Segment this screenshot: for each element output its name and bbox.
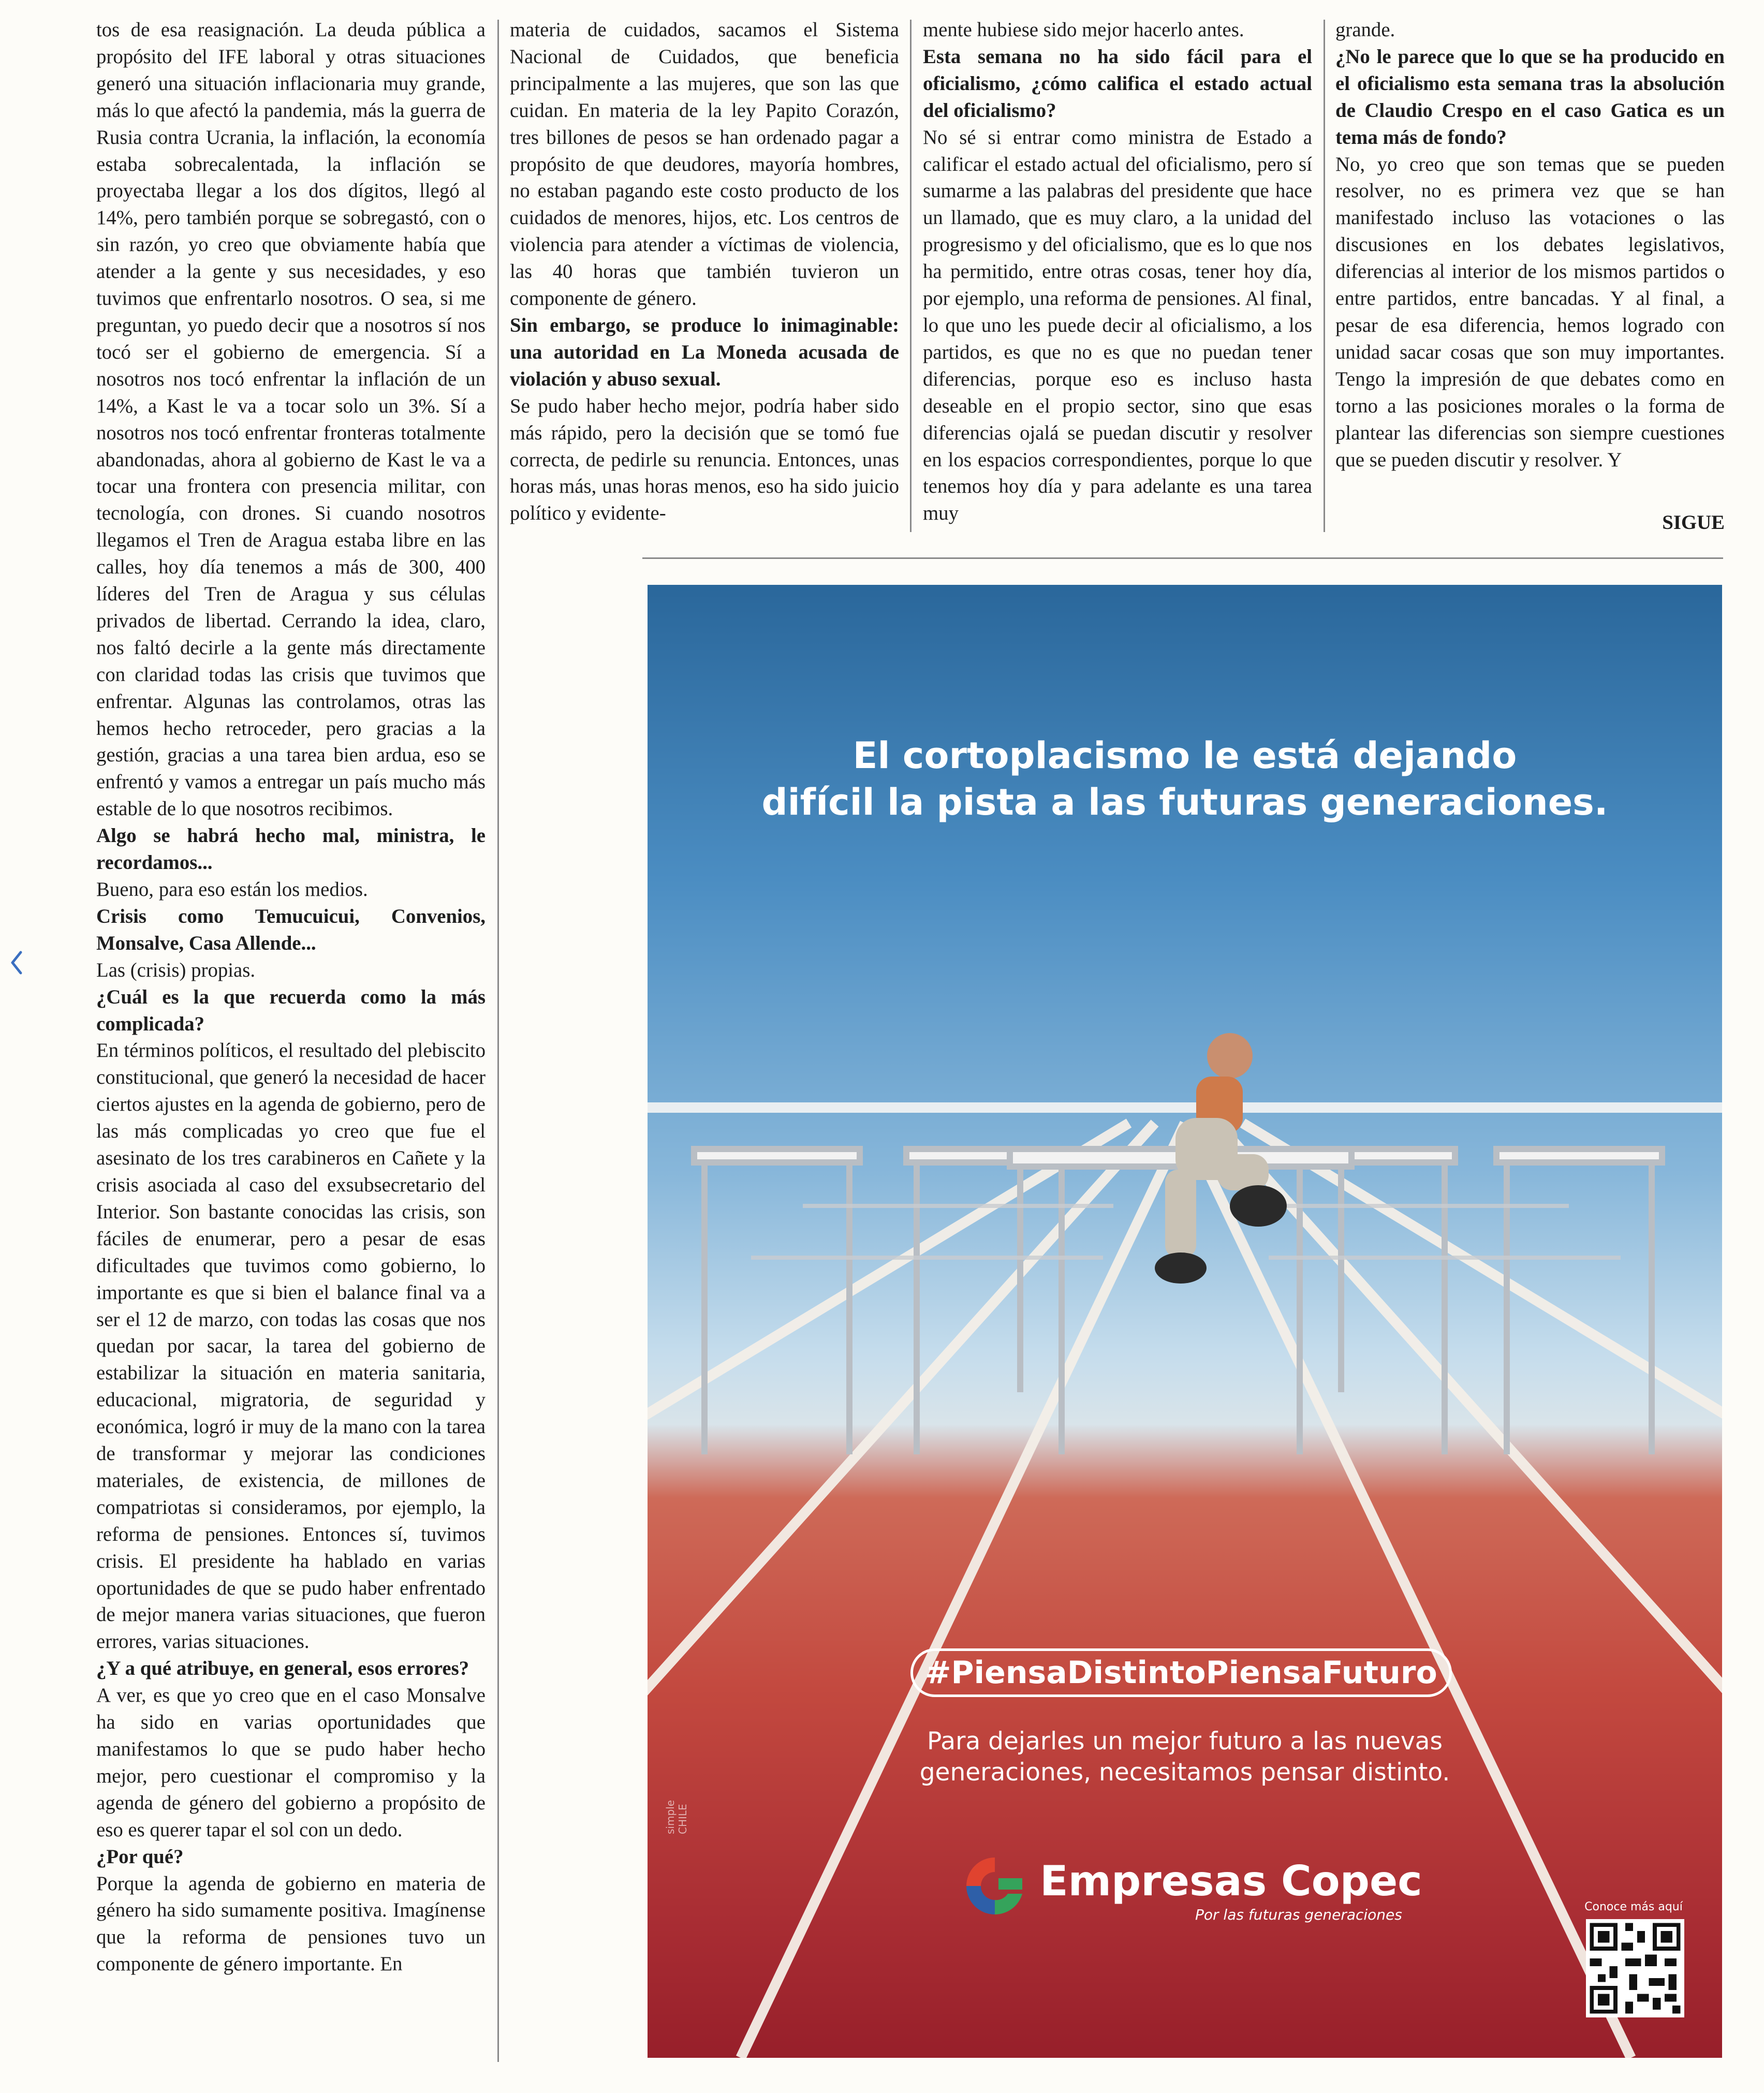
column-rule — [1324, 20, 1325, 532]
interview-answer: En términos políticos, el resultado del plebiscito constitucional, que generó la necesidad de hacer ciertos ajustes en la agenda de gobierno, pero de las más complicadas yo creo que fue el asesinato de los tres carabineros en Cañete y la crisis asociada al caso del exsubsecretario del Interior. Son bastante conocidas las crisis, son fáciles de enumerar, pero a pesar de esas dificultades que tuvimos como gobierno, lo importante es que si bien el balance final va a ser el 12 de marzo, con todas las cosas que nos quedan por sacar, la tarea del gobierno de estabilizar la situación en materia sanitaria, educacional, migratoria, de seguridad y económica, logró ir muy de la mano con la tarea de transformar y mejorar las condiciones materiales, de existencia, de millones de compatriotas si consideramos, por ejemplo, la reforma de pensiones. Entonces sí, tuvimos crisis. El presidente ha hablado en varias oportunidades de que se pudo haber enfrentado de mejor manera varias situaciones, que fueron errores, varias situaciones. — [96, 1039, 486, 1653]
interview-question: ¿No le parece que lo que se ha producido en el oficialismo esta semana tras la absolución de Claudio Crespo en el caso Gatica es un tema más de fondo? — [1335, 45, 1725, 149]
interview-question: ¿Cuál es la que recuerda como la más complicada? — [96, 985, 486, 1035]
interview-question: Algo se habrá hecho mal, ministra, le recordamos... — [96, 824, 486, 874]
ad-headline-line-2: difícil la pista a las futuras generaciones. — [761, 781, 1608, 823]
article-column-3 — [923, 17, 1312, 527]
interview-question: Esta semana no ha sido fácil para el oficialismo, ¿cómo califica el estado actual del oficialismo? — [923, 45, 1312, 122]
article-column-2 — [510, 17, 899, 527]
interview-answer: tos de esa reasignación. La deuda pública a propósito del IFE laboral y otras situaciones generó una situación inflacionaria muy grande, más lo que afectó la pandemia, más la guerra de Rusia contra Ucrania, la inflación, la economía estaba sobrecalentada, la inflación se proyectaba llegar a los dos dígitos, llegó al 14%, pero también porque se sobregastó, con o sin razón, yo creo que obviamente había que atender a la gente y sus necesidades, y eso tuvimos que enfrentarlo nosotros. O sea, si me preguntan, yo puedo decir que a nosotros sí nos tocó ser el gobierno de emergencia. Sí a nosotros nos tocó enfrentar la inflación de un 14%, a Kast le va a tocar solo un 3%. Sí a nosotros nos tocó enfrentar fronteras totalmente abandonadas, ahora al gobierno de Kast le va a tocar una frontera con presencia militar, con tecnología, con drones. Si cuando nosotros llegamos el Tren de Aragua estaba libre en las calles, hoy día tenemos a más de 300, 400 líderes del Tren de Aragua y sus células privados de libertad. Cerrando la idea, claro, nos faltó decirle a la gente más directamente con claridad todas las crisis que tuvimos que enfrentar. Algunas las controlamos, otras las hemos hecho retroceder, pero gracias a la gestión, gracias a una tarea bien ardua, eso se enfrentó y vamos a entregar un país mucho más estable de lo que nosotros recibimos. — [96, 19, 486, 820]
interview-question: ¿Y a qué atribuye, en general, esos errores? — [96, 1657, 469, 1680]
interview-answer: Se pudo haber hecho mejor, podría haber sido más rápido, pero la decisión que se tomó fue correcta, de pedirle su renuncia. Entonces, unas horas más, unas horas menos, eso ha sido juicio político y evidente- — [510, 394, 899, 525]
qr-label: Conoce más aquí — [1584, 1900, 1683, 1913]
brand-tagline: Por las futuras generaciones — [1195, 1906, 1402, 1923]
hashtag-pill[interactable]: #PiensaDistintoPiensaFuturo — [910, 1648, 1452, 1697]
agency-credit: simple CHILE — [664, 1800, 689, 1834]
ad-headline — [648, 732, 1722, 826]
interview-answer: Bueno, para eso están los medios. — [96, 878, 368, 901]
interview-answer: A ver, es que yo creo que en el caso Monsalve ha sido en varias oportunidades que manifestamos lo que se pudo haber hecho mejor, pero cuestionar el compromiso y la agenda de género del gobierno a propósito de eso es querer tapar el sol con un dedo. — [96, 1684, 486, 1841]
interview-question: ¿Por qué? — [96, 1845, 184, 1868]
ad-top-rule — [642, 557, 1723, 559]
brand-name: Empresas Copec — [1040, 1857, 1422, 1905]
interview-question: Crisis como Temucuicui, Convenios, Monsalve, Casa Allende... — [96, 905, 486, 954]
article-column-4 — [1335, 17, 1725, 473]
interview-answer: No, yo creo que son temas que se pueden resolver, no es primera vez que se han manifestado incluso las votaciones o las discusiones en los debates legislativos, diferencias al interior de los mismos partidos o entre partidos, entre bancadas. Y al final, a pesar de esa diferencia, hemos logrado con unidad sacar cosas que son muy importantes. Tengo la impresión de que debates como en torno a las posiciones morales o la forma de plantear las diferencias son siempre cuestiones que se pueden discutir y resolver. Y — [1335, 153, 1725, 471]
interview-answer: grande. — [1335, 19, 1395, 41]
continue-marker-wrap — [1335, 497, 1725, 536]
column-rule — [910, 20, 912, 532]
ad-headline-line-1: El cortoplacismo le está dejando — [852, 734, 1517, 777]
copec-advertisement[interactable] — [648, 585, 1722, 2058]
interview-answer: Las (crisis) propias. — [96, 959, 256, 981]
interview-answer: No sé si entrar como ministra de Estado a calificar el estado actual del oficialismo, pero sí sumarme a las palabras del presidente que hace un llamado, que es muy claro, a la unidad del progresismo y del oficialismo, que es lo que nos ha permitido, entre otras cosas, tener hoy día, por ejemplo, una reforma de pensiones. Al final, lo que uno les puede decir al oficialismo, a los partidos, es que no es que no puedan tener diferencias, porque eso es incluso hasta deseable en el propio sector, sino que esas diferencias ojalá se puedan discutir y resolver en los espacios correspondientes, porque lo que tenemos hoy día y para adelante es una tarea muy — [923, 126, 1312, 525]
copec-logo-icon — [961, 1852, 1028, 1920]
article-column-1 — [96, 17, 486, 1978]
interview-answer: materia de cuidados, sacamos el Sistema Nacional de Cuidados, que beneficia principalmente a las mujeres, que son las que cuidan. En materia de la ley Papito Corazón, tres billones de pesos se han ordenado pagar a propósito de que deudores, mayoría hombres, no estaban pagando este costo producto de los cuidados de menores, hijos, etc. Los centros de violencia para atender a víctimas de violencia, las 40 horas que también tuvieron un componente de género. — [510, 19, 899, 310]
column-rule — [497, 20, 499, 2062]
qr-code-icon[interactable] — [1586, 1919, 1684, 2017]
ad-subtext-line-1: Para dejarles un mejor futuro a las nuevas — [927, 1727, 1443, 1756]
interview-question: Sin embargo, se produce lo inimaginable: una autoridad en La Moneda acusada de violación y abuso sexual. — [510, 314, 899, 390]
continue-label[interactable]: SIGUE — [1662, 511, 1725, 534]
ad-subtext-line-2: generaciones, necesitamos pensar distinto. — [919, 1758, 1450, 1787]
interview-answer: Porque la agenda de gobierno en materia de género ha sido sumamente positiva. Imagínense que la reforma de pensiones tuvo un componente de género importante. En — [96, 1872, 486, 1976]
ad-subtext — [648, 1726, 1722, 1788]
interview-answer: mente hubiese sido mejor hacerlo antes. — [923, 19, 1244, 41]
previous-page-chevron-icon[interactable] — [6, 947, 27, 978]
